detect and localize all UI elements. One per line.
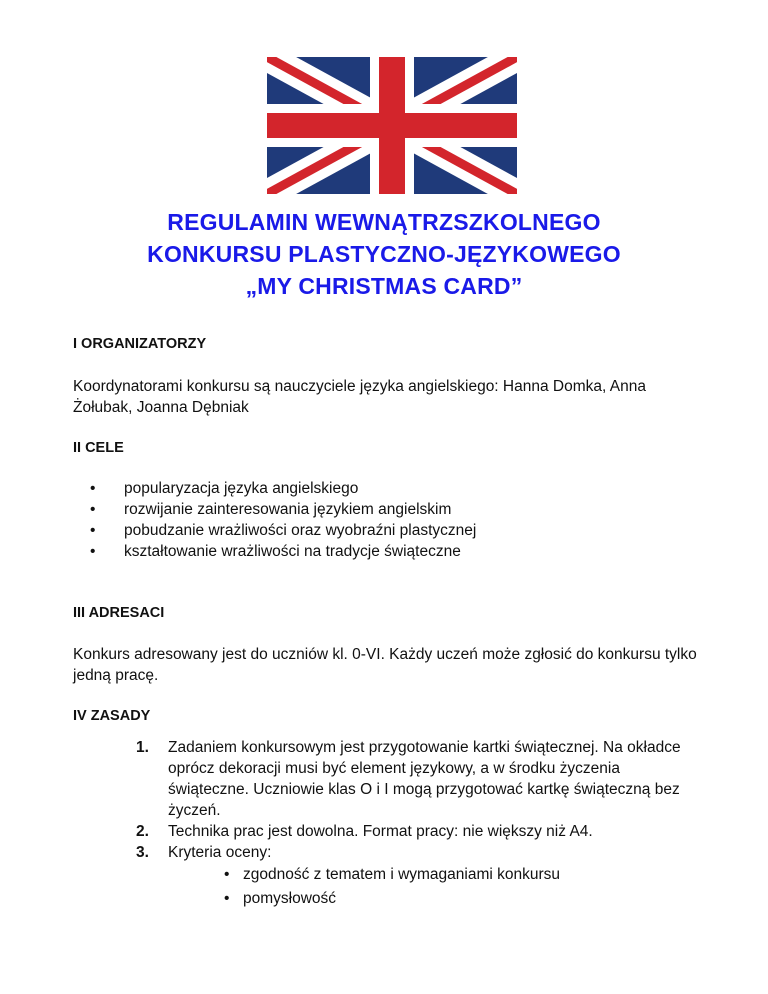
title-line-1: REGULAMIN WEWNĄTRZSZKOLNEGO — [167, 209, 601, 235]
addressees-text: Konkurs adresowany jest do uczniów kl. 0-VI. Każdy uczeń może zgłosić do konkursu tylko jedną pracę. — [73, 646, 697, 684]
section-heading-rules: IV ZASADY — [73, 708, 151, 724]
list-item: • pomysłowość — [168, 887, 696, 911]
title-line-3: „MY CHRISTMAS CARD” — [245, 273, 523, 299]
document-title — [0, 206, 768, 302]
rules-list — [136, 737, 696, 911]
list-item — [136, 842, 696, 911]
list-item: • rozwijanie zainteresowania językiem angielskim — [73, 499, 476, 520]
rule-text: Kryteria oceny: — [168, 844, 272, 861]
list-item: • zgodność z tematem i wymaganiami konkursu — [168, 863, 696, 887]
list-number: 1. — [136, 739, 149, 756]
list-item: • popularyzacja języka angielskiego — [73, 478, 476, 499]
list-number: 2. — [136, 823, 149, 840]
list-item — [136, 737, 696, 821]
criteria-list — [168, 863, 696, 911]
list-item: • pobudzanie wrażliwości oraz wyobraźni plastycznej — [73, 520, 476, 541]
organizers-text: Koordynatorami konkursu są nauczyciele języka angielskiego: Hanna Domka, Anna Żołubak, Joanna Dębniak — [73, 378, 646, 416]
section-heading-addressees: III ADRESACI — [73, 605, 165, 621]
title-line-2: KONKURSU PLASTYCZNO-JĘZYKOWEGO — [147, 241, 621, 267]
union-jack-flag-image — [267, 57, 517, 194]
rule-text: Zadaniem konkursowym jest przygotowanie kartki świątecznej. Na okładce oprócz dekoracji musi być element językowy, a w środku życzenia świąteczne. Uczniowie klas O i I mogą przygotować kartkę świąteczną bez życzeń. — [168, 739, 681, 819]
list-item: • kształtowanie wrażliwości na tradycje świąteczne — [73, 541, 476, 562]
list-number: 3. — [136, 844, 149, 861]
section-heading-organizers: I ORGANIZATORZY — [73, 336, 207, 352]
goals-list — [73, 478, 476, 562]
rule-text: Technika prac jest dowolna. Format pracy: nie większy niż A4. — [168, 823, 593, 840]
section-heading-goals: II CELE — [73, 440, 124, 456]
list-item — [136, 821, 696, 842]
